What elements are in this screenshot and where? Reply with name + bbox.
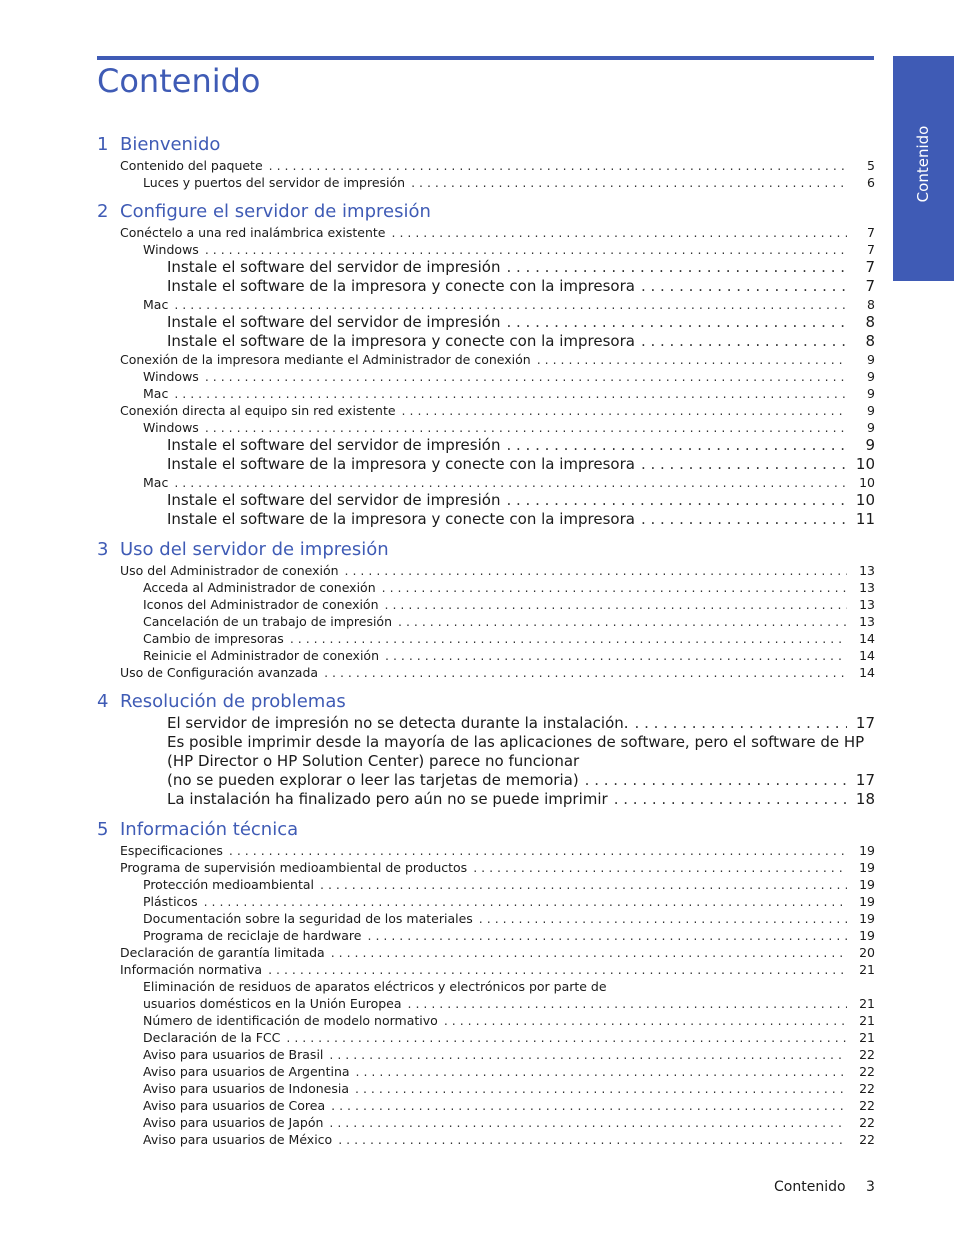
toc-entry-page: 22 — [859, 1064, 875, 1079]
dot-leader — [641, 332, 847, 351]
toc-entry[interactable] — [97, 402, 875, 419]
dot-leader — [392, 224, 848, 241]
dot-leader — [268, 961, 847, 978]
chapter-heading[interactable] — [97, 690, 875, 714]
toc-entry[interactable] — [97, 296, 875, 313]
toc-entry-page: 22 — [859, 1132, 875, 1147]
toc-entry[interactable] — [97, 436, 875, 455]
chapter-title: Bienvenido — [120, 134, 221, 155]
dot-leader — [204, 893, 847, 910]
toc-entry[interactable] — [97, 313, 875, 332]
toc-entry-page: 7 — [867, 225, 875, 240]
toc-entry-text: (no se pueden explorar o leer las tarjetas de memoria) — [167, 771, 579, 789]
toc-entry-text: Mac — [143, 297, 169, 312]
toc-entry-page: 8 — [865, 332, 875, 350]
toc-entry-page: 8 — [867, 297, 875, 312]
toc-entry-text: Iconos del Administrador de conexión — [143, 597, 379, 612]
toc-entry[interactable] — [97, 385, 875, 402]
dot-leader — [641, 277, 847, 296]
toc-entry-page: 13 — [859, 580, 875, 595]
toc-entry[interactable] — [97, 647, 875, 664]
toc-entry-text: Aviso para usuarios de México — [143, 1132, 333, 1147]
toc-entry-line: Eliminación de residuos de aparatos eléctricos y electrónicos por parte de — [143, 979, 607, 994]
toc-entry-page: 13 — [859, 614, 875, 629]
dot-leader — [356, 1063, 847, 1080]
toc-section — [97, 200, 875, 529]
dot-leader — [174, 296, 847, 313]
toc-entry-text: Declaración de garantía limitada — [120, 945, 325, 960]
top-rule — [97, 56, 874, 60]
toc-entry-page: 8 — [865, 313, 875, 331]
chapter-heading[interactable] — [97, 538, 875, 562]
toc-entry-line: (HP Director o HP Solution Center) parece no funcionar — [167, 752, 580, 770]
toc-entry[interactable] — [97, 995, 875, 1012]
dot-leader — [473, 859, 847, 876]
toc-section — [97, 538, 875, 681]
toc-entry-text: Instale el software de la impresora y conecte con la impresora — [167, 455, 635, 473]
toc-entry-text: Instale el software de la impresora y conecte con la impresora — [167, 277, 635, 295]
dot-leader — [338, 1131, 847, 1148]
toc-entry[interactable] — [97, 613, 875, 630]
toc-entry-page: 22 — [859, 1047, 875, 1062]
toc-entry[interactable] — [97, 596, 875, 613]
toc-entry-page: 21 — [859, 996, 875, 1011]
toc-entry-page: 11 — [855, 510, 875, 528]
toc-entry-page: 19 — [859, 911, 875, 926]
dot-leader — [479, 910, 847, 927]
toc-entry[interactable] — [97, 961, 875, 978]
toc-entry[interactable] — [97, 332, 875, 351]
chapter-heading[interactable] — [97, 818, 875, 842]
toc-entry[interactable] — [97, 910, 875, 927]
toc-entry-text: Acceda al Administrador de conexión — [143, 580, 376, 595]
toc-entry-page: 10 — [855, 455, 875, 473]
toc-entry-text: Contenido del paquete — [120, 158, 263, 173]
dot-leader — [205, 241, 847, 258]
toc-entry-text: Aviso para usuarios de Japón — [143, 1115, 324, 1130]
toc-entry-page: 14 — [859, 665, 875, 680]
toc-entry[interactable] — [97, 927, 875, 944]
toc-entry-text: La instalación ha finalizado pero aún no se puede imprimir — [167, 790, 608, 808]
dot-leader — [506, 313, 847, 332]
toc-entry-page: 21 — [859, 1030, 875, 1045]
dot-leader — [205, 368, 847, 385]
chapter-heading[interactable] — [97, 133, 875, 157]
toc-entry[interactable] — [97, 277, 875, 296]
dot-leader — [444, 1012, 847, 1029]
toc-entry-text: Aviso para usuarios de Argentina — [143, 1064, 350, 1079]
toc-entry[interactable] — [97, 510, 875, 529]
toc-entry[interactable] — [97, 1012, 875, 1029]
toc-entry-page: 17 — [855, 714, 875, 732]
chapter-title: Resolución de problemas — [120, 691, 346, 712]
chapter-number: 5 — [97, 819, 109, 840]
toc-entry-text: Aviso para usuarios de Corea — [143, 1098, 326, 1113]
dot-leader — [320, 876, 847, 893]
toc-entry[interactable] — [97, 157, 875, 174]
toc-entry-page: 9 — [867, 386, 875, 401]
toc-entry-text: Especificaciones — [120, 843, 223, 858]
dot-leader — [368, 927, 848, 944]
toc-entry-page: 9 — [867, 403, 875, 418]
chapter-title: Uso del servidor de impresión — [120, 539, 389, 560]
toc-entry-text: Información normativa — [120, 962, 263, 977]
toc-entry-text: Windows — [143, 369, 199, 384]
toc-entry-text: Luces y puertos del servidor de impresión — [143, 175, 406, 190]
toc-entry-text: Reinicie el Administrador de conexión — [143, 648, 379, 663]
toc-entry[interactable] — [97, 368, 875, 385]
toc-entry-text: Instale el software del servidor de impresión — [167, 258, 501, 276]
dot-leader — [174, 474, 847, 491]
toc-entry[interactable] — [97, 241, 875, 258]
toc-section — [97, 690, 875, 809]
toc-entry-page: 19 — [859, 843, 875, 858]
toc-entry-text: Aviso para usuarios de Brasil — [143, 1047, 324, 1062]
toc-entry[interactable] — [97, 876, 875, 893]
toc-entry[interactable] — [97, 893, 875, 910]
dot-leader — [290, 630, 847, 647]
toc-entry[interactable] — [97, 790, 875, 809]
dot-leader — [641, 455, 847, 474]
toc-entry-page: 22 — [859, 1081, 875, 1096]
toc-entry-text: Cambio de impresoras — [143, 631, 284, 646]
toc-entry[interactable] — [97, 664, 875, 681]
toc-entry[interactable] — [97, 944, 875, 961]
toc-entry-text: Conéctelo a una red inalámbrica existente — [120, 225, 386, 240]
dot-leader — [506, 491, 847, 510]
toc-entry-text: Instale el software de la impresora y conecte con la impresora — [167, 332, 635, 350]
toc-entry[interactable] — [97, 842, 875, 859]
dot-leader — [205, 419, 847, 436]
footer-page-number: 3 — [866, 1179, 875, 1195]
toc-entry-text: Instale el software de la impresora y conecte con la impresora — [167, 510, 635, 528]
toc-entry[interactable] — [97, 474, 875, 491]
chapter-heading[interactable] — [97, 200, 875, 224]
toc-entry[interactable] — [97, 630, 875, 647]
toc-entry[interactable] — [97, 351, 875, 368]
table-of-contents — [97, 133, 875, 1148]
toc-entry[interactable] — [97, 579, 875, 596]
toc-entry-page: 20 — [859, 945, 875, 960]
toc-entry-page: 21 — [859, 962, 875, 977]
toc-entry-page: 19 — [859, 860, 875, 875]
toc-entry-page: 6 — [867, 175, 875, 190]
toc-entry-text: Número de identificación de modelo normativo — [143, 1013, 438, 1028]
chapter-number: 3 — [97, 539, 109, 560]
toc-entry[interactable] — [97, 491, 875, 510]
chapter-title: Configure el servidor de impresión — [120, 201, 431, 222]
toc-entry-text: Aviso para usuarios de Indonesia — [143, 1081, 349, 1096]
toc-entry-page: 14 — [859, 648, 875, 663]
toc-section — [97, 818, 875, 1148]
toc-entry[interactable] — [97, 1046, 875, 1063]
toc-entry-page: 22 — [859, 1115, 875, 1130]
dot-leader — [402, 402, 847, 419]
toc-entry-text: Programa de supervisión medioambiental de productos — [120, 860, 468, 875]
toc-entry[interactable] — [97, 1114, 875, 1131]
toc-entry-page: 17 — [855, 771, 875, 789]
dot-leader — [614, 790, 847, 809]
toc-entry-page: 9 — [867, 420, 875, 435]
toc-entry[interactable] — [97, 174, 875, 191]
dot-leader — [229, 842, 847, 859]
toc-entry-text: Instale el software del servidor de impresión — [167, 436, 501, 454]
toc-entry-page: 7 — [865, 277, 875, 295]
toc-entry-page: 13 — [859, 563, 875, 578]
toc-entry-page: 10 — [859, 475, 875, 490]
toc-entry-text: Plásticos — [143, 894, 198, 909]
dot-leader — [331, 944, 847, 961]
toc-entry[interactable] — [97, 1097, 875, 1114]
toc-entry-text: usuarios domésticos en la Unión Europea — [143, 996, 402, 1011]
toc-entry[interactable] — [97, 1080, 875, 1097]
toc-entry-text: Cancelación de un trabajo de impresión — [143, 614, 392, 629]
dot-leader — [635, 714, 847, 733]
side-tab-label: Contenido — [914, 125, 932, 203]
toc-entry-text: Protección medioambiental — [143, 877, 314, 892]
dot-leader — [329, 1114, 847, 1131]
toc-entry[interactable] — [97, 224, 875, 241]
toc-entry-page: 18 — [855, 790, 875, 808]
dot-leader — [385, 596, 847, 613]
toc-entry-text: Mac — [143, 475, 169, 490]
toc-entry[interactable] — [97, 1131, 875, 1148]
dot-leader — [331, 1097, 847, 1114]
dot-leader — [408, 995, 847, 1012]
toc-entry-page: 21 — [859, 1013, 875, 1028]
toc-entry-text: Conexión directa al equipo sin red existente — [120, 403, 396, 418]
toc-entry-text: Windows — [143, 420, 199, 435]
dot-leader — [286, 1029, 847, 1046]
chapter-number: 4 — [97, 691, 109, 712]
toc-entry-text: Uso del Administrador de conexión — [120, 563, 339, 578]
toc-entry-page: 19 — [859, 894, 875, 909]
toc-entry-page: 22 — [859, 1098, 875, 1113]
toc-entry[interactable] — [97, 1029, 875, 1046]
toc-entry[interactable] — [97, 859, 875, 876]
toc-entry-page: 5 — [867, 158, 875, 173]
dot-leader — [411, 174, 847, 191]
dot-leader — [506, 258, 847, 277]
dot-leader — [324, 664, 847, 681]
dot-leader — [329, 1046, 847, 1063]
dot-leader — [537, 351, 847, 368]
toc-entry-page: 19 — [859, 877, 875, 892]
toc-entry-text: Programa de reciclaje de hardware — [143, 928, 362, 943]
chapter-title: Información técnica — [120, 819, 299, 840]
toc-entry-text: Declaración de la FCC — [143, 1030, 281, 1045]
toc-entry-page: 7 — [867, 242, 875, 257]
dot-leader — [345, 562, 847, 579]
toc-entry-text: Mac — [143, 386, 169, 401]
toc-entry-text: Instale el software del servidor de impresión — [167, 491, 501, 509]
toc-entry-line: Es posible imprimir desde la mayoría de las aplicaciones de software, pero el software de HP — [167, 733, 865, 751]
toc-entry[interactable] — [97, 455, 875, 474]
toc-entry-page: 9 — [867, 369, 875, 384]
toc-entry-text: Windows — [143, 242, 199, 257]
dot-leader — [585, 771, 847, 790]
toc-entry[interactable] — [97, 419, 875, 436]
toc-entry[interactable] — [97, 1063, 875, 1080]
toc-entry[interactable] — [97, 771, 875, 790]
footer-label: Contenido — [774, 1179, 846, 1195]
dot-leader — [641, 510, 847, 529]
toc-entry-page: 14 — [859, 631, 875, 646]
toc-entry-page: 19 — [859, 928, 875, 943]
toc-entry-text: Instale el software del servidor de impresión — [167, 313, 501, 331]
toc-entry-page: 13 — [859, 597, 875, 612]
dot-leader — [382, 579, 847, 596]
toc-entry-text: El servidor de impresión no se detecta durante la instalación. — [167, 714, 629, 732]
toc-entry-text: Documentación sobre la seguridad de los materiales — [143, 911, 473, 926]
toc-entry[interactable] — [97, 562, 875, 579]
dot-leader — [385, 647, 847, 664]
side-tab — [893, 56, 954, 281]
dot-leader — [355, 1080, 847, 1097]
toc-entry-page: 10 — [855, 491, 875, 509]
toc-entry-page: 9 — [867, 352, 875, 367]
toc-entry-text: Uso de Configuración avanzada — [120, 665, 319, 680]
dot-leader — [506, 436, 847, 455]
page-title: Contenido — [97, 62, 261, 100]
toc-entry-page: 9 — [865, 436, 875, 454]
dot-leader — [269, 157, 847, 174]
toc-entry[interactable] — [97, 714, 875, 733]
chapter-number: 1 — [97, 134, 109, 155]
toc-entry-text: Conexión de la impresora mediante el Administrador de conexión — [120, 352, 531, 367]
dot-leader — [174, 385, 847, 402]
toc-entry-page: 7 — [865, 258, 875, 276]
chapter-number: 2 — [97, 201, 109, 222]
toc-entry[interactable] — [97, 258, 875, 277]
toc-section — [97, 133, 875, 191]
dot-leader — [398, 613, 847, 630]
